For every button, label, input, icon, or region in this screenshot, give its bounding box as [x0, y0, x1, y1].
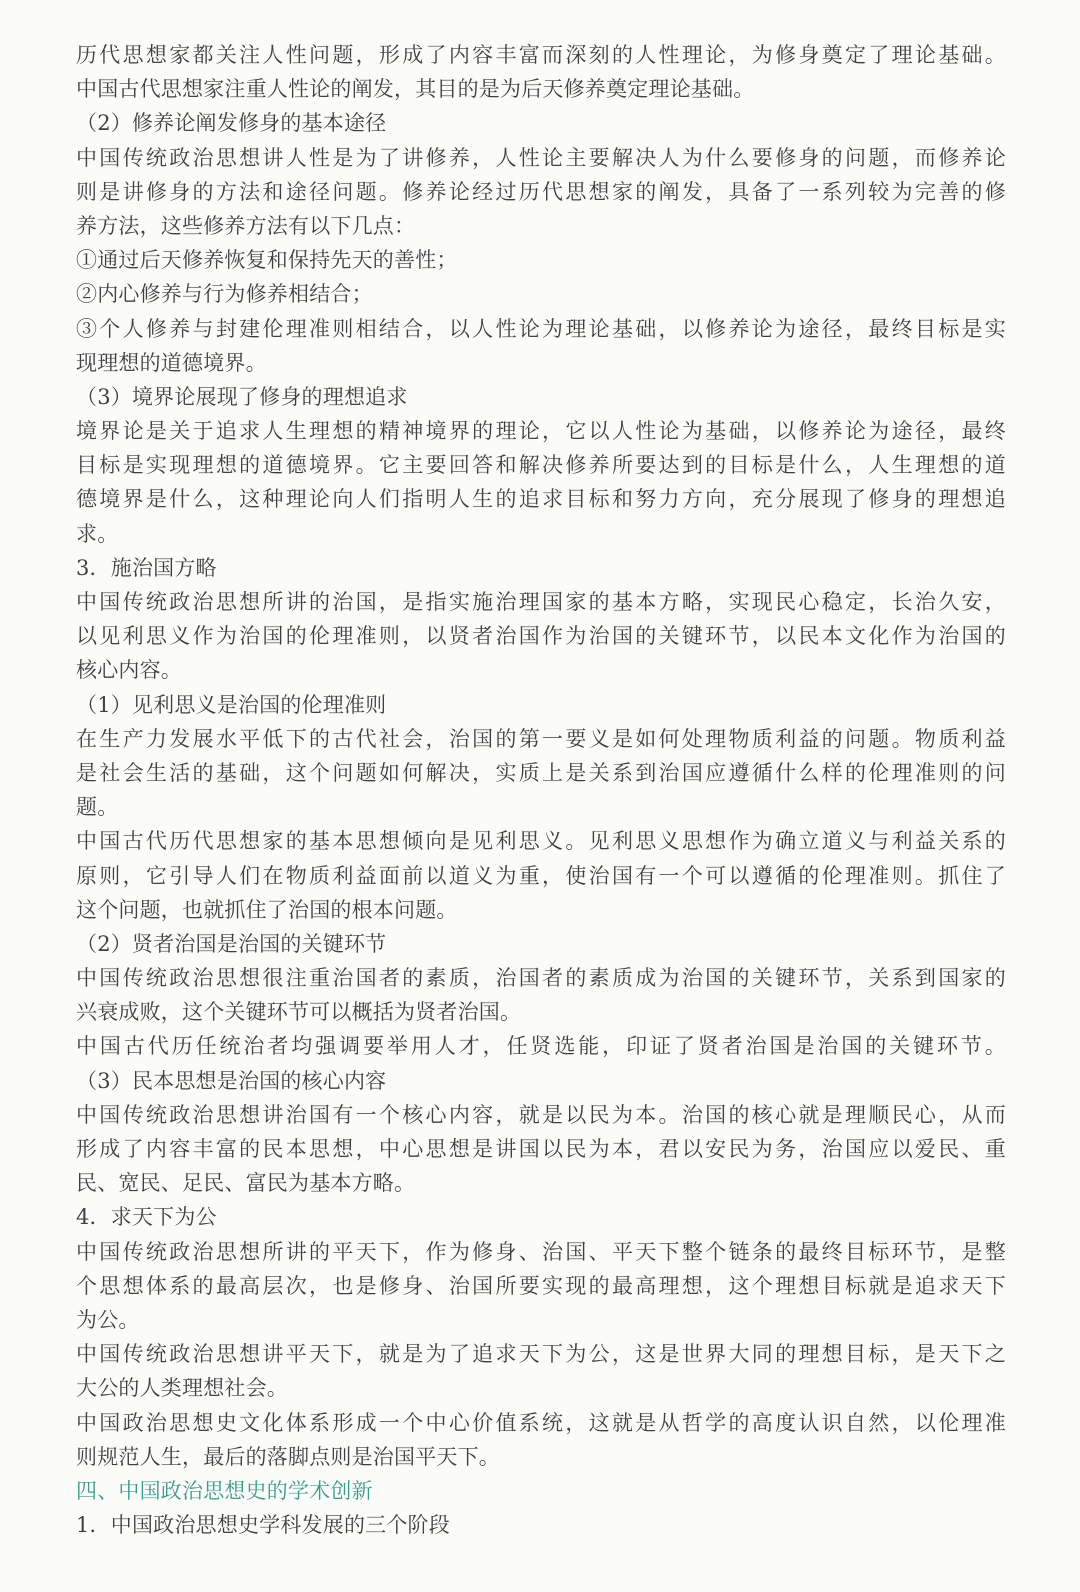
text-line: 现理想的道德境界。: [76, 350, 267, 375]
text-line: 中国传统政治思想所讲的治国，是指实施治理国家的基本方略，实现民心稳定，长治久安，: [76, 590, 1006, 614]
text-line: 在生产力发展水平低下的古代社会，治国的第一要义是如何处理物质利益的问题。物质利益: [76, 726, 1006, 751]
text-line: 形成了内容丰富的民本思想，中心思想是讲国以民为本，君以安民为务，治国应以爱民、重: [76, 1137, 1006, 1161]
text-line: 境界论是关于追求人生理想的精神境界的理论，它以人性论为基础，以修养论为途径，最终: [76, 419, 1006, 444]
text-line: 题。: [76, 795, 119, 820]
text-line: ③个人修养与封建伦理准则相结合，以人性论为理论基础，以修养论为途径，最终目标是实: [76, 316, 1006, 341]
text-line: （2）贤者治国是治国的关键环节: [76, 931, 387, 956]
text-line: （1）见利思义是治国的伦理准则: [76, 692, 387, 717]
text-line: 为公。: [76, 1307, 140, 1332]
text-line: 1．中国政治思想史学科发展的三个阶段: [76, 1513, 450, 1538]
text-line: 求。: [76, 521, 119, 546]
text-line: 原则，它引导人们在物质利益面前以道义为重，使治国有一个可以遵循的伦理准则。抓住了: [76, 863, 1006, 888]
text-line: 个思想体系的最高层次，也是修身、治国所要实现的最高理想，这个理想目标就是追求天下: [76, 1273, 1006, 1298]
text-line: 兴衰成败，这个关键环节可以概括为贤者治国。: [76, 1000, 522, 1025]
text-line: ②内心修养与行为修养相结合；: [76, 282, 373, 307]
text-line: 中国政治思想史文化体系形成一个中心价值系统，这就是从哲学的高度认识自然，以伦理准: [76, 1410, 1006, 1435]
text-line: 中国古代历代思想家的基本思想倾向是见利思义。见利思义思想作为确立道义与利益关系的: [76, 829, 1006, 854]
text-line: 则规范人生，最后的落脚点则是治国平天下。: [76, 1444, 500, 1469]
text-line: 中国传统政治思想很注重治国者的素质，治国者的素质成为治国的关键环节，关系到国家的: [76, 966, 1006, 991]
text-line: 中国传统政治思想讲人性是为了讲修养，人性论主要解决人为什么要修身的问题，而修养论: [76, 145, 1006, 170]
text-line: 目标是实现理想的道德境界。它主要回答和解决修养所要达到的目标是什么，人生理想的道: [76, 453, 1006, 478]
text-line: 这个问题，也就抓住了治国的根本问题。: [76, 897, 458, 922]
text-line: 3．施治国方略: [76, 555, 217, 580]
text-line: 中国传统政治思想讲平天下，就是为了追求天下为公，这是世界大同的理想目标，是天下之: [76, 1342, 1006, 1367]
text-line: ①通过后天修养恢复和保持先天的善性；: [76, 248, 458, 273]
text-line: 则是讲修身的方法和途径问题。修养论经过历代思想家的阐发，具备了一系列较为完善的修: [76, 179, 1006, 204]
text-line: 中国传统政治思想所讲的平天下，作为修身、治国、平天下整个链条的最终目标环节，是整: [76, 1239, 1006, 1264]
text-line: 以见利思义作为治国的伦理准则，以贤者治国作为治国的关键环节，以民本文化作为治国的: [76, 624, 1006, 649]
text-line: 4．求天下为公: [76, 1205, 217, 1230]
text-line: 中国传统政治思想讲治国有一个核心内容，就是以民为本。治国的核心就是理顺民心，从而: [76, 1102, 1006, 1127]
text-line: （2）修养论阐发修身的基本途径: [76, 111, 387, 136]
text-line: 中国古代思想家注重人性论的阐发，其目的是为后天修养奠定理论基础。: [76, 77, 755, 102]
text-line: 养方法，这些修养方法有以下几点：: [76, 213, 416, 238]
text-line: （3）民本思想是治国的核心内容: [76, 1068, 387, 1093]
section-heading: 四、中国政治思想史的学术创新: [76, 1478, 373, 1503]
text-line: 德境界是什么，这种理论向人们指明人生的追求目标和努力方向，充分展现了修身的理想追: [76, 487, 1006, 512]
text-line: 中国古代历任统治者均强调要举用人才，任贤选能，印证了贤者治国是治国的关键环节。: [76, 1034, 1006, 1059]
text-line: 是社会生活的基础，这个问题如何解决，实质上是关系到治国应遵循什么样的伦理准则的问: [76, 760, 1006, 785]
text-line: 民、宽民、足民、富民为基本方略。: [76, 1171, 416, 1196]
text-line: （3）境界论展现了修身的理想追求: [76, 384, 408, 409]
text-line: 大公的人类理想社会。: [76, 1376, 288, 1401]
text-line: 核心内容。: [76, 658, 182, 683]
text-line: 历代思想家都关注人性问题，形成了内容丰富而深刻的人性理论，为修身奠定了理论基础。: [76, 43, 1006, 67]
